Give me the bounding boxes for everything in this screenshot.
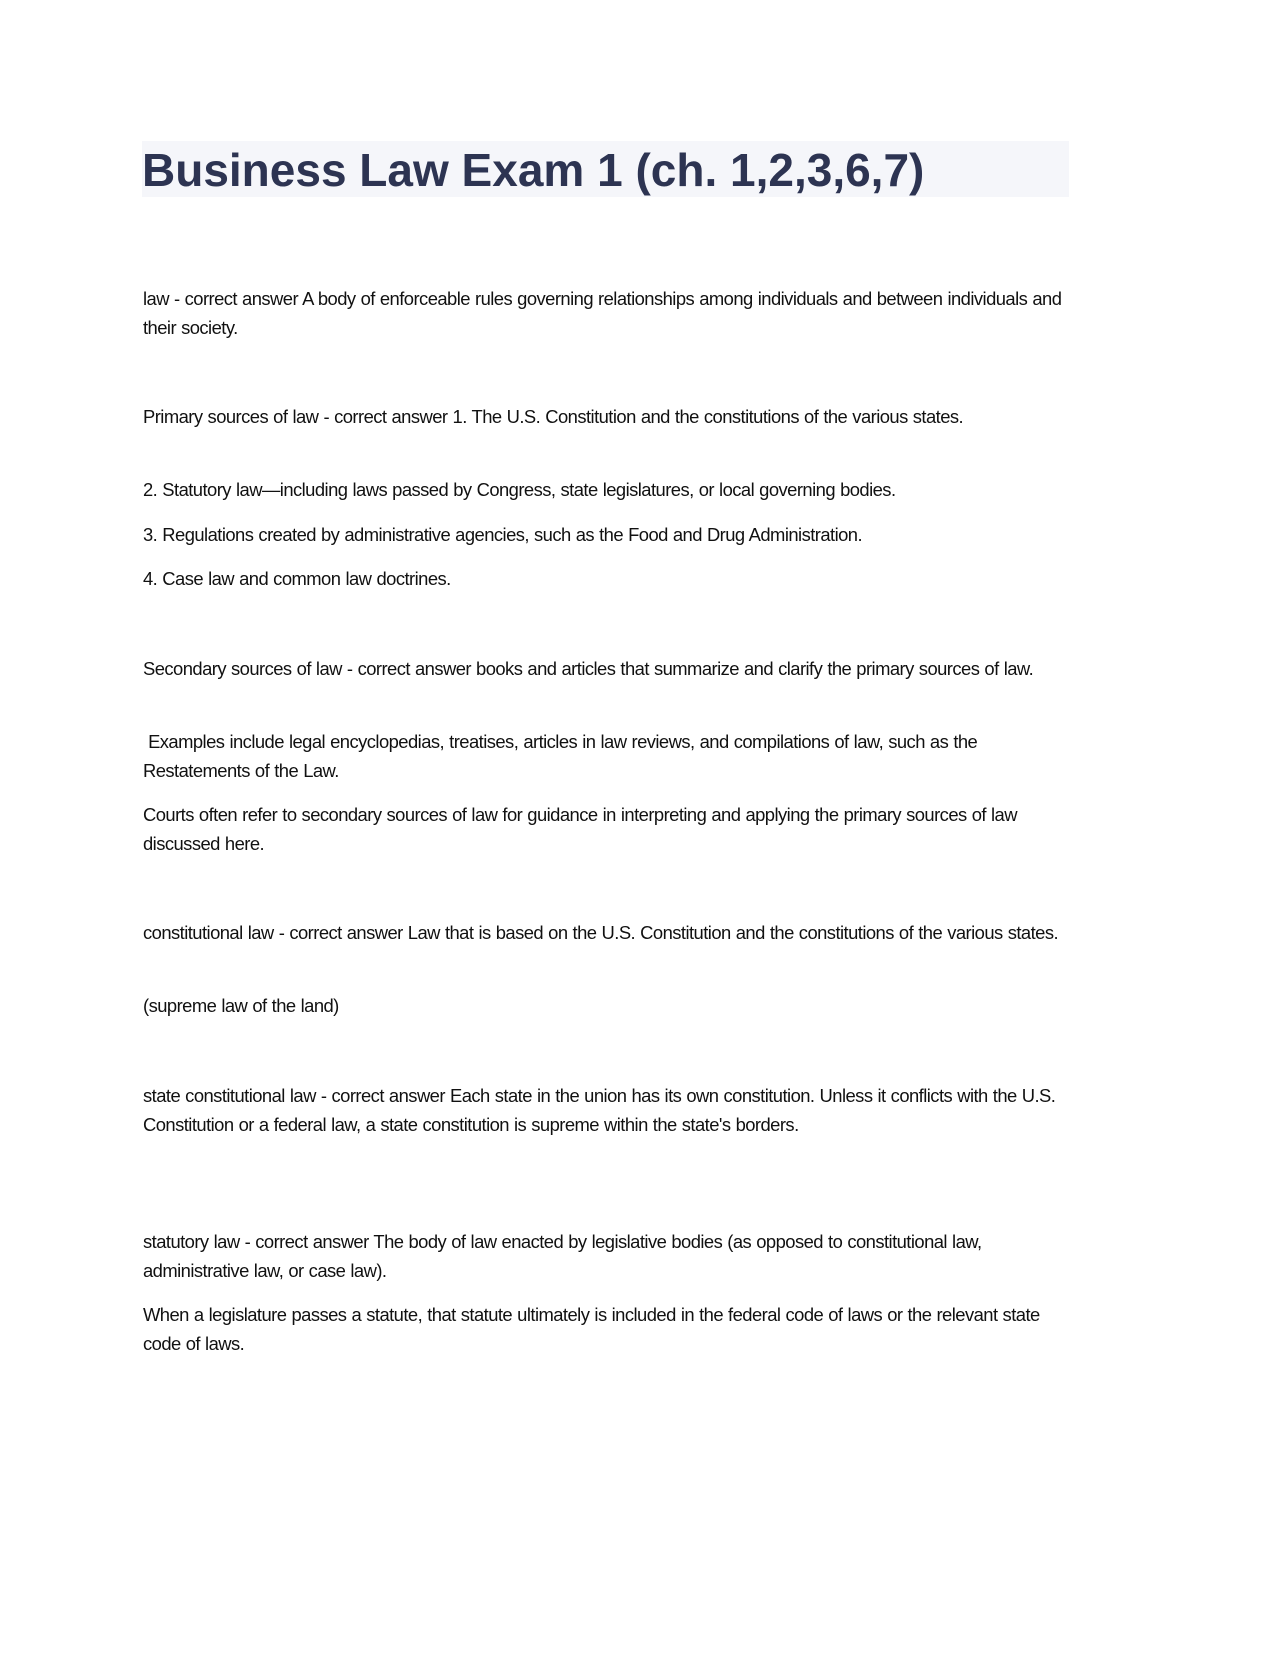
paragraph-secondary-sources-1: Secondary sources of law - correct answer books and articles that summarize and clarify the primary sources of law. — [143, 658, 1034, 679]
paragraph-primary-sources-4: 4. Case law and common law doctrines. — [143, 568, 451, 589]
paragraph-secondary-sources-3: Courts often refer to secondary sources of law for guidance in interpreting and applying the primary sources of law discussed here. — [143, 804, 1017, 854]
paragraph-secondary-sources-2: Examples include legal encyclopedias, treatises, articles in law reviews, and compilations of law, such as the Restatements of the Law. — [143, 731, 983, 781]
paragraph-primary-sources-3: 3. Regulations created by administrative agencies, such as the Food and Drug Administration. — [143, 524, 863, 545]
paragraph-constitutional-law-1: constitutional law - correct answer Law that is based on the U.S. Constitution and the constitutions of the various states. — [143, 922, 1059, 943]
paragraph-state-constitutional-law: state constitutional law - correct answer Each state in the union has its own constitution. Unless it conflicts with the U.S. Constitution or a federal law, a state constitution is supreme within the state's borders. — [143, 1085, 1056, 1135]
paragraph-constitutional-law-2: (supreme law of the land) — [143, 995, 339, 1016]
paragraph-primary-sources-2: 2. Statutory law—including laws passed by Congress, state legislatures, or local governing bodies. — [143, 479, 896, 500]
paragraph-statutory-law-2: When a legislature passes a statute, that statute ultimately is included in the federal code of laws or the relevant state code of laws. — [143, 1304, 1040, 1354]
paragraph-law-definition: law - correct answer A body of enforceable rules governing relationships among individuals and between individuals and their society. — [143, 288, 1062, 338]
paragraph-primary-sources-1: Primary sources of law - correct answer 1. The U.S. Constitution and the constitutions of the various states. — [143, 406, 964, 427]
document-title: Business Law Exam 1 (ch. 1,2,3,6,7) — [142, 144, 925, 196]
paragraph-statutory-law-1: statutory law - correct answer The body of law enacted by legislative bodies (as opposed to constitutional law, administrative law, or case law). — [143, 1231, 982, 1281]
